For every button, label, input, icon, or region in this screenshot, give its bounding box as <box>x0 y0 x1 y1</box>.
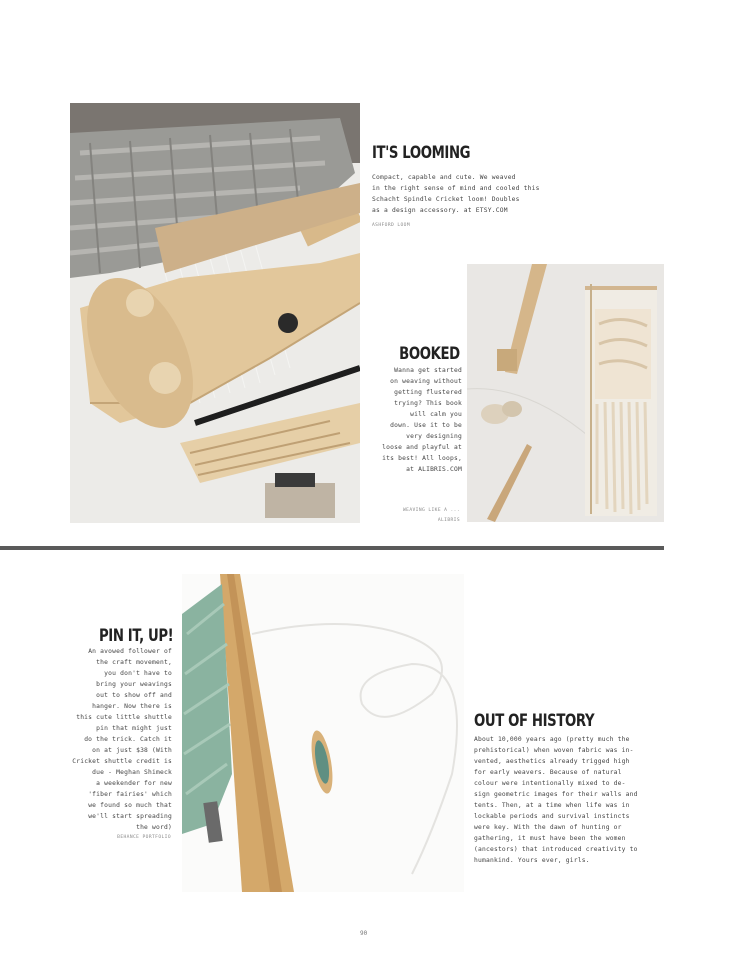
booked-line: trying? This book <box>394 400 462 407</box>
pinit-line: 'fiber fairies' which <box>88 791 172 798</box>
booked-line: on weaving without <box>390 378 462 385</box>
history-line: prehistorical) when woven fabric was in- <box>474 747 634 754</box>
looming-line: Compact, capable and cute. We weaved <box>372 174 516 181</box>
page-number: 90 <box>360 930 368 937</box>
booked-line: loose and playful at <box>382 444 462 451</box>
pinit-line: this cute little shuttle <box>76 714 172 721</box>
pinit-credit: BEHANCE PORTFOLIO <box>117 835 171 840</box>
looming-line: in the right sense of mind and cooled this <box>372 185 540 192</box>
pinit-line: due - Meghan Shimeck <box>92 769 172 776</box>
history-line: were key. With the dawn of hunting or <box>474 824 622 831</box>
history-line: About 10,000 years ago (pretty much the <box>474 736 630 743</box>
booked-line: down. Use it to be <box>390 422 462 429</box>
booked-line: getting flustered <box>394 389 462 396</box>
history-line: (ancestors) that introduced creativity to <box>474 846 638 853</box>
pinit-line: An avowed follower of <box>88 648 172 655</box>
pinit-title: PIN IT, UP! <box>98 626 173 646</box>
history-title: OUT OF HISTORY <box>474 711 595 731</box>
looming-body <box>372 172 672 216</box>
booked-body <box>352 365 462 475</box>
pinit-line: out to show off and <box>96 692 172 699</box>
book-photo <box>467 264 664 522</box>
pinit-body <box>52 646 172 833</box>
looming-line: as a design accessory. at ETSY.COM <box>372 207 508 214</box>
history-line: colour were intentionally mixed to de- <box>474 780 626 787</box>
pinit-line: on at just $38 (With <box>92 747 172 754</box>
history-line: vented, aesthetics already trigged high <box>474 758 630 765</box>
shuttle-photo <box>182 574 464 892</box>
pinit-line: bring your weavings <box>96 681 172 688</box>
loom-illustration <box>70 103 360 523</box>
pinit-line: we'll start spreading <box>88 813 172 820</box>
history-line: gathering, it must have been the women <box>474 835 626 842</box>
booked-line: will calm you <box>410 411 462 418</box>
history-line: sign geometric images for their walls and <box>474 791 638 798</box>
booked-line: Wanna get started <box>394 367 462 374</box>
booked-line: its best! All loops, <box>382 455 462 462</box>
pinit-line: the craft movement, <box>96 659 172 666</box>
section-divider <box>0 546 664 550</box>
history-line: tents. Then, at a time when life was in <box>474 802 630 809</box>
booked-line: very designing <box>406 433 462 440</box>
pinit-line: you don't have to <box>104 670 172 677</box>
history-line: humankind. Yours ever, girls. <box>474 857 590 864</box>
pinit-line: Cricket shuttle credit is <box>72 758 172 765</box>
booked-title: BOOKED <box>399 344 460 364</box>
history-line: for early weavers. Because of natural <box>474 769 622 776</box>
pinit-line: a weekender for new <box>96 780 172 787</box>
pinit-line: the word) <box>136 824 172 831</box>
loom-photo <box>70 103 360 523</box>
pinit-line: we found so much that <box>88 802 172 809</box>
looming-title: IT'S LOOMING <box>372 143 471 163</box>
shuttle-illustration <box>182 574 464 892</box>
looming-credit: ASHFORD LOOM <box>372 223 410 228</box>
pinit-line: pin that might just <box>96 725 172 732</box>
history-line: lockable periods and survival instincts <box>474 813 630 820</box>
pinit-line: do the trick. Catch it <box>84 736 172 743</box>
book-illustration <box>467 264 664 522</box>
looming-line: Schacht Spindle Cricket loom! Doubles <box>372 196 520 203</box>
booked-credit: WEAVING LIKE A ... <box>403 508 460 513</box>
pinit-line: hanger. Now there is <box>92 703 172 710</box>
history-body <box>474 734 714 866</box>
booked-credit-source: ALIBRIS <box>437 518 460 523</box>
booked-line: at ALIBRIS.COM <box>406 466 462 473</box>
